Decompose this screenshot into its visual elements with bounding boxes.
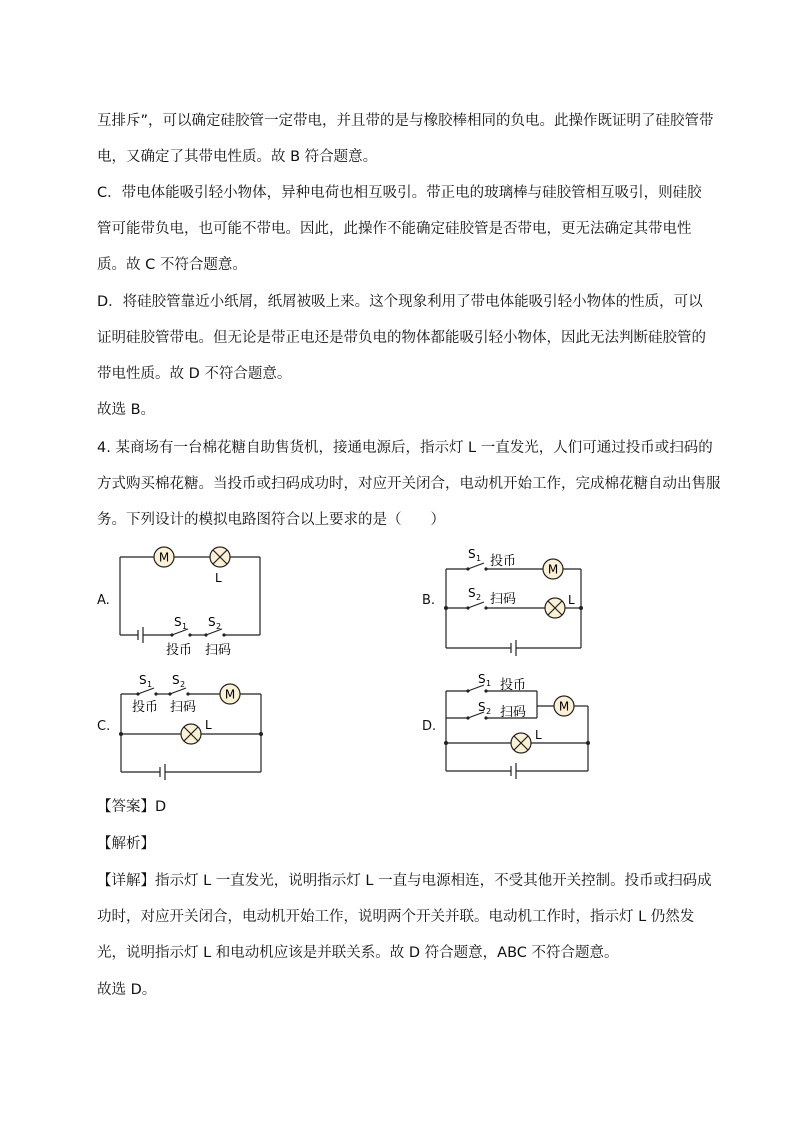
text-line: 互排斥”，可以确定硅胶管一定带电，并且带的是与橡胶棒相同的负电。此操作既证明了硅胶管带 xyxy=(97,113,714,129)
svg-text:M: M xyxy=(158,550,170,565)
svg-text:投币: 投币 xyxy=(490,554,517,569)
text-line: 证明硅胶管带电。但无论是带正电还是带负电的物体都能吸引轻小物体，因此无法判断硅胶管的 xyxy=(97,330,706,346)
circuit-b xyxy=(440,540,600,664)
svg-text:M: M xyxy=(224,687,236,702)
svg-text:2: 2 xyxy=(486,707,492,716)
text-line: C．带电体能吸引轻小物体，异种电荷也相互吸引。带正电的玻璃棒与硅胶管相互吸引，则硅胶 xyxy=(97,185,702,201)
svg-text:扫码: 扫码 xyxy=(490,592,517,607)
svg-text:2: 2 xyxy=(180,680,186,689)
lamp-icon xyxy=(181,724,201,744)
circuit-a xyxy=(110,540,280,669)
svg-text:S: S xyxy=(468,586,476,600)
svg-text:1: 1 xyxy=(147,680,153,689)
svg-text:L: L xyxy=(568,593,575,607)
svg-text:扫码: 扫码 xyxy=(500,705,527,720)
svg-text:投币: 投币 xyxy=(500,678,527,693)
svg-text:L: L xyxy=(215,571,222,585)
svg-text:S: S xyxy=(208,615,216,629)
svg-text:L: L xyxy=(205,718,212,732)
circuit-d xyxy=(440,665,600,784)
svg-text:L: L xyxy=(535,728,542,742)
detail-line: 故选 D。 xyxy=(97,982,157,998)
svg-text:扫码: 扫码 xyxy=(205,643,232,658)
lamp-icon xyxy=(511,733,531,753)
svg-text:扫码: 扫码 xyxy=(170,700,197,715)
svg-text:S: S xyxy=(478,672,486,686)
question-line: 务。下列设计的模拟电路图符合以上要求的是（ ） xyxy=(97,512,445,528)
question-line: 4. 某商场有一台棉花糖自助售货机，接通电源后，指示灯 L 一直发光，人们可通过投币或扫码的 xyxy=(97,440,713,456)
svg-text:S: S xyxy=(172,673,180,687)
analysis-heading: 【解析】 xyxy=(97,836,155,852)
svg-text:2: 2 xyxy=(216,622,222,631)
option-c-label: C. xyxy=(97,719,111,734)
svg-text:S: S xyxy=(468,547,476,561)
text-line: 带电性质。故 D 不符合题意。 xyxy=(97,366,292,382)
svg-text:1: 1 xyxy=(486,679,492,688)
text-line: D．将硅胶管靠近小纸屑，纸屑被吸上来。这个现象利用了带电体能吸引轻小物体的性质，可以 xyxy=(97,294,703,310)
svg-text:M: M xyxy=(558,699,570,714)
svg-text:M: M xyxy=(547,562,559,577)
text-line: 故选 B。 xyxy=(97,402,156,418)
option-d-label: D. xyxy=(422,719,437,734)
text-line: 质。故 C 不符合题意。 xyxy=(97,257,247,273)
text-line: 管可能带负电，也可能不带电。因此，此操作不能确定硅胶管是否带电，更无法确定其带电性 xyxy=(97,221,692,237)
circuit-c xyxy=(110,668,280,787)
svg-text:S: S xyxy=(174,615,182,629)
answer: 【答案】D xyxy=(97,799,167,815)
detail-line: 功时，对应开关闭合，电动机开始工作，说明两个开关并联。电动机工作时，指示灯 L 仍然发 xyxy=(97,909,695,925)
svg-text:1: 1 xyxy=(182,622,188,631)
option-a-label: A. xyxy=(97,593,110,608)
detail-line: 光，说明指示灯 L 和电动机应该是并联关系。故 D 符合题意，ABC 不符合题意。 xyxy=(97,945,619,961)
svg-text:投币: 投币 xyxy=(166,643,193,658)
svg-text:S: S xyxy=(139,673,147,687)
lamp-icon xyxy=(210,547,230,567)
option-b-label: B. xyxy=(422,593,436,608)
text-line: 电，又确定了其带电性质。故 B 符合题意。 xyxy=(97,149,378,165)
svg-text:1: 1 xyxy=(476,554,482,563)
svg-text:S: S xyxy=(478,700,486,714)
svg-text:投币: 投币 xyxy=(132,700,159,715)
svg-text:2: 2 xyxy=(476,593,482,602)
question-line: 方式购买棉花糖。当投币或扫码成功时，对应开关闭合，电动机开始工作，完成棉花糖自动出售服 xyxy=(97,476,721,492)
detail-line: 【详解】指示灯 L 一直发光，说明指示灯 L 一直与电源相连，不受其他开关控制。投币或扫码成 xyxy=(97,873,712,889)
lamp-icon xyxy=(545,598,565,618)
